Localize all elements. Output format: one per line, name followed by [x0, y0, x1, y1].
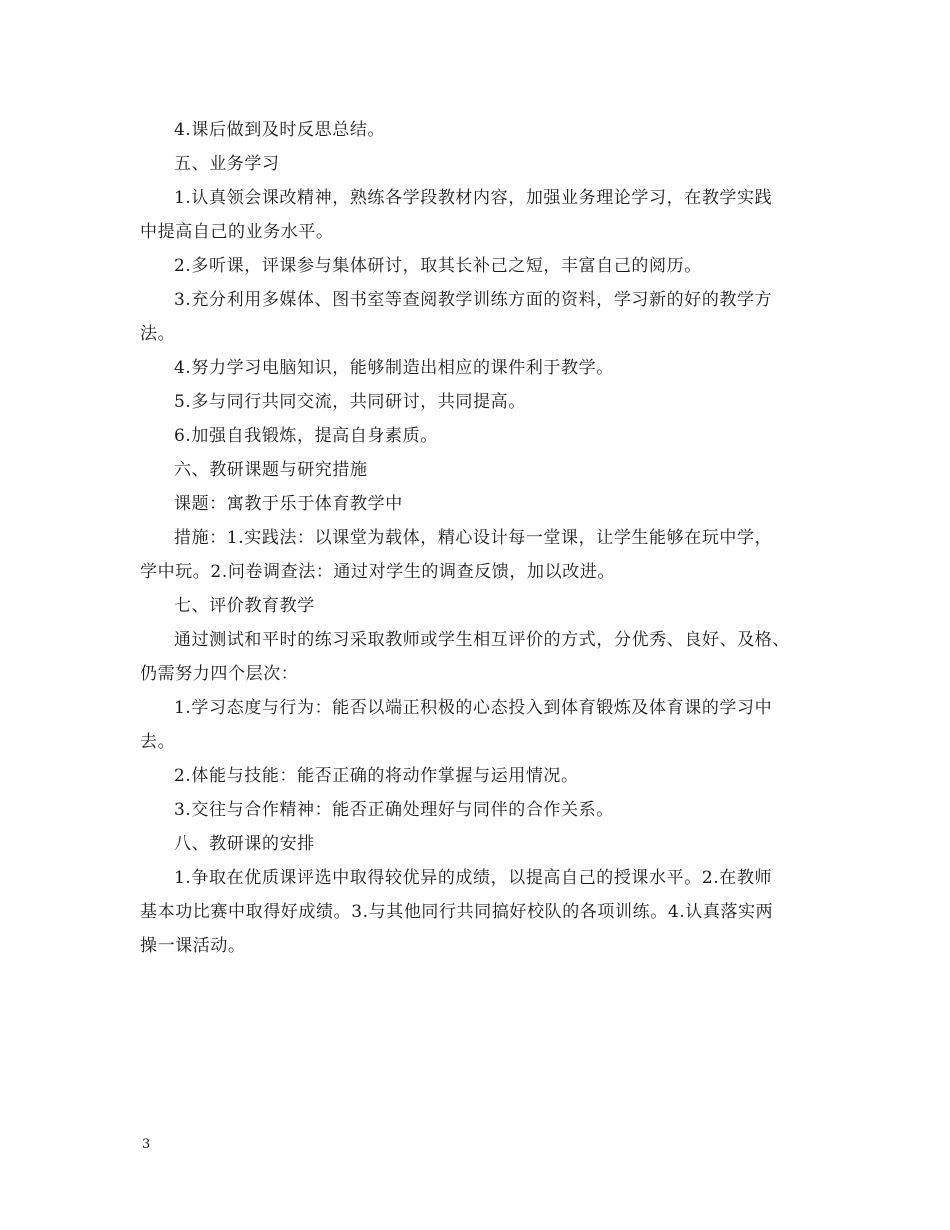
text-line: 中提高自己的业务水平。	[140, 222, 334, 242]
text-line: 操一课活动。	[140, 936, 246, 956]
text-line: 5.多与同行共同交流，共同研讨，共同提高。	[174, 392, 526, 412]
text-line: 1.争取在优质课评选中取得较优异的成绩，以提高自己的授课水平。2.在教师	[174, 868, 773, 888]
text-line: 通过测试和平时的练习采取教师或学生相互评价的方式，分优秀、良好、及格、	[174, 630, 790, 650]
text-line: 6.加强自我锻炼，提高自身素质。	[174, 426, 438, 446]
section-heading: 五、业务学习	[174, 154, 280, 174]
text-line: 2.多听课，评课参与集体研讨，取其长补己之短，丰富自己的阅历。	[174, 256, 702, 276]
text-line: 学中玩。2.问卷调查法：通过对学生的调查反馈，加以改进。	[140, 562, 616, 582]
text-line: 去。	[140, 732, 176, 752]
text-line: 1.认真领会课改精神，熟练各学段教材内容，加强业务理论学习，在教学实践	[174, 188, 773, 208]
section-heading: 六、教研课题与研究措施	[174, 460, 368, 480]
text-line: 4.课后做到及时反思总结。	[174, 120, 386, 140]
section-heading: 八、教研课的安排	[174, 834, 315, 854]
document-body	[140, 113, 820, 963]
text-line: 措施：1.实践法：以课堂为载体，精心设计每一堂课，让学生能够在玩中学，	[174, 528, 773, 548]
text-line: 3.交往与合作精神：能否正确处理好与同伴的合作关系。	[174, 800, 614, 820]
text-line: 课题：寓教于乐于体育教学中	[174, 494, 403, 514]
text-line: 法。	[140, 324, 176, 344]
page-number: 3	[142, 1137, 151, 1152]
text-line: 4.努力学习电脑知识，能够制造出相应的课件利于教学。	[174, 358, 614, 378]
text-line: 1.学习态度与行为：能否以端正积极的心态投入到体育锻炼及体育课的学习中	[174, 698, 773, 718]
text-line: 基本功比赛中取得好成绩。3.与其他同行共同搞好校队的各项训练。4.认真落实两	[140, 902, 774, 922]
text-line: 仍需努力四个层次：	[140, 664, 299, 684]
text-line: 3.充分利用多媒体、图书室等查阅教学训练方面的资料，学习新的好的教学方	[174, 290, 773, 310]
section-heading: 七、评价教育教学	[174, 596, 315, 616]
text-line: 2.体能与技能：能否正确的将动作掌握与运用情况。	[174, 766, 579, 786]
